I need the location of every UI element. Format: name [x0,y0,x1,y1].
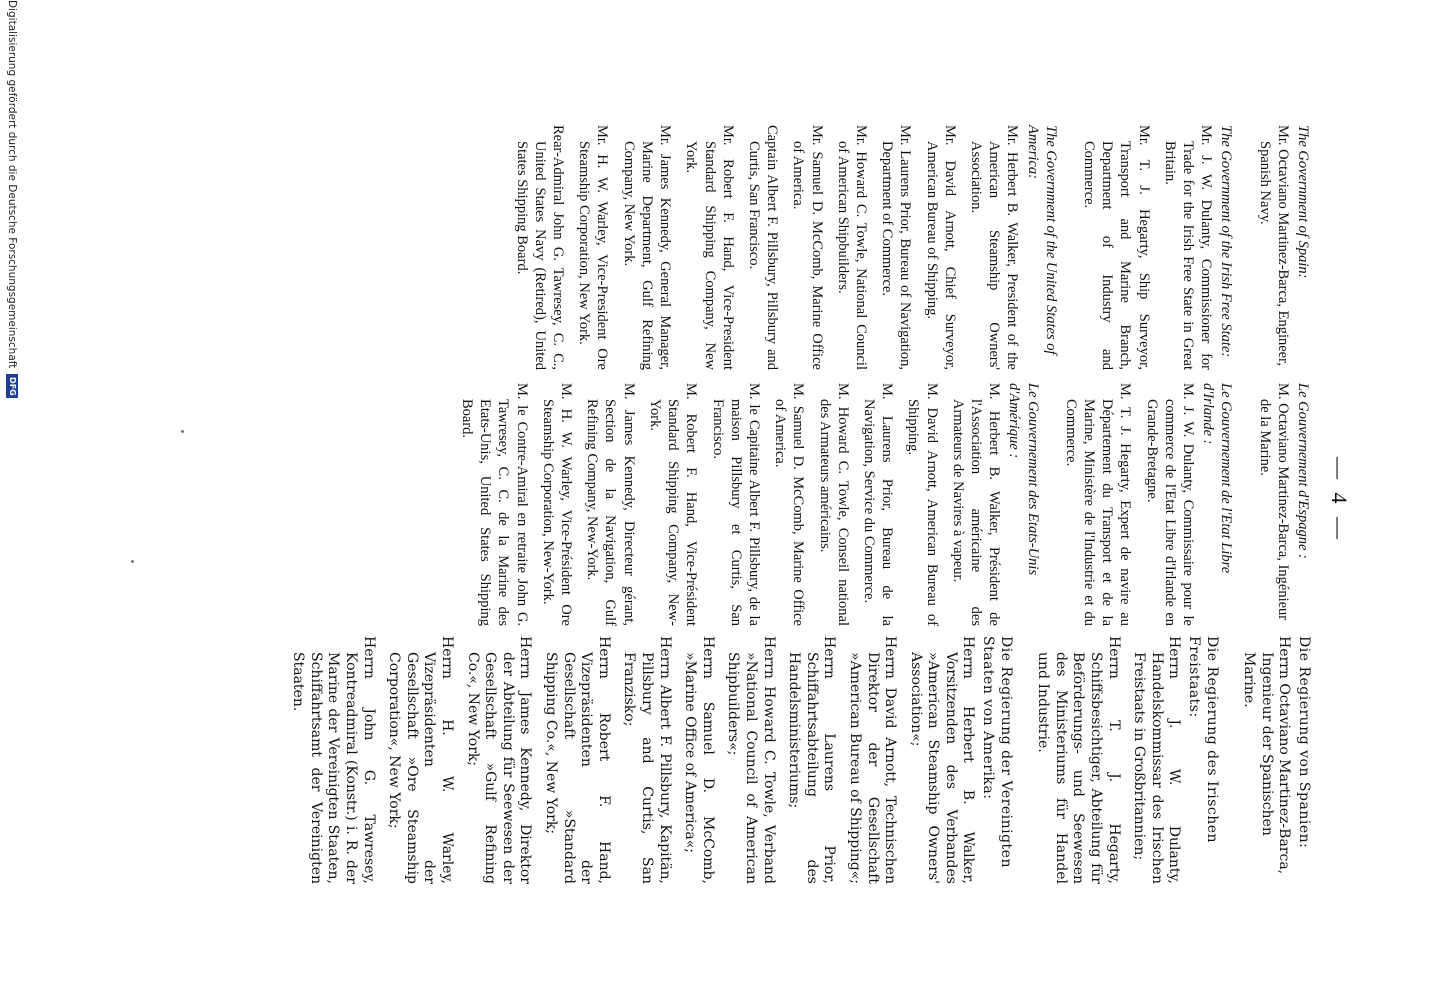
delegation-heading: Die Regierung von Spanien: [1296,636,1312,849]
delegation-group [1255,125,1312,370]
digitization-credit-text: Digitalisierung gefördert durch die Deutsche Forschungsgemeinschaft [6,0,18,369]
delegate-entry: M. H. W. Warley, Vice-Président Ore Steamship Corporation, New-York. [539,383,575,626]
delegate-entry: Herrn Octaviano Martinez-Barca, Ingenieur der Spanischen Marine. [1241,636,1293,875]
delegation-heading: Le Gouvernement de l'Etat Libre d'Irlande : [1200,383,1235,574]
delegate-entry: Mr. H. W. Warley, Vice-President Ore Steamship Corporation, New York. [576,125,611,370]
delegate-entry: Herrn T. J. Hegarty, Schiffsbesichtiger, Abteilung für Beförderungs- und Seewesen des Ministeriums für Handel und Industrie. [1035,636,1122,884]
delegate-entry: M. le Capitaine Albert F. Pillsbury, de la maison Pillsbury et Curtis, San Francisco. [709,383,762,626]
delegate-entry: M. Howard C. Towle, Conseil national des Armateurs américains. [816,383,851,626]
delegation-heading: Die Regierung der Vereinigten Staaten von Amerika: [980,636,1014,868]
delegation-group [458,383,1042,626]
delegate-entry: Mr. Octaviano Martinez-Barca, Engineer, Spanish Navy. [1256,125,1291,366]
delegate-entry: Mr. T. J. Hegarty, Ship Surveyor, Transport and Marine Branch, Department of Industry and Commerce. [1080,125,1152,370]
delegate-entry: Mr. J. W. Dulanty, Commissioner for Trade for the Irish Free State in Great Britain. [1161,125,1215,370]
delegation-group [512,125,1059,370]
delegation-heading: The Government of the United States of America: [1024,125,1059,355]
delegate-entry: Captain Albert F. Pillsbury, Pillsbury and Curtis, San Francisco. [745,125,781,370]
delegate-entry: Herrn David Arnott, Technischen Direktor der Gesellschaft »American Bureau of Shipping«; [846,636,899,884]
delegate-entry: Herrn Robert F. Hand, Vizepräsidenten der Gesellschaft »Standard Shipping Co.«, New York; [543,636,612,884]
delegate-entry: Herrn J. W. Dulanty, Handelskommissar des Irischen Freistaats in Großbritannien; [1131,636,1183,884]
delegate-entry: Herrn John G. Tawresey, Kontreadmiral (Konstr.) i. R. der Marine der Vereinigten Staaten, Schiffahrtsamt der Vereinigten Staaten. [290,636,377,884]
delegate-entry: Herrn Albert F. Pillsbury, Kapitän, Pillsbury and Curtis, San Franzisko; [621,636,673,884]
column-french [438,383,1312,626]
delegation-heading: The Government of Spain: [1295,125,1311,279]
delegation-group [1080,125,1236,370]
delegate-entry: M. Robert F. Hand, Vice-Président Standard Shipping Company, New-York. [646,383,700,626]
delegate-entry: Mr. Robert F. Hand, Vice-President Standard Shipping Company, New York. [683,125,736,370]
delegate-entry: M. Laurens Prior, Bureau de la Navigation, Service du Commerce. [860,383,896,626]
scan-dust-mark [131,560,134,563]
delegate-entry: M. James Kennedy, Directeur gérant, Section de la Navigation, Gulf Refining Company, New-York. [584,383,637,626]
column-english [492,125,1312,370]
delegate-entry: Herrn Howard C. Towle, Verband »National Council of American Shipbuilders«; [725,636,777,884]
delegation-heading: The Government of the Irish Free State: [1218,125,1235,358]
delegation-group [1034,636,1220,884]
scan-dust-mark [181,430,184,433]
delegate-entry: Mr. James Kennedy, General Manager, Marine Department, Gulf Refining Company, New York. [620,125,674,370]
delegate-entry: M. Herbert B. Walker, Président de l'Association américaine des Armateurs de Navires à vapeur. [949,383,1003,626]
delegate-entry: Mr. Samuel D. McComb, Marine Office of America. [790,125,825,370]
delegate-entry: Mr. Howard C. Towle, National Council of American Shipbuilders. [834,125,869,370]
delegation-heading: Die Regierung des Irischen Freistaats: [1186,636,1220,844]
delegate-entry: Herrn Herbert B. Walker, Vorsitzenden des Verbandes »American Steamship Owners' Association«; [907,636,977,884]
delegate-entry: M. Octaviano Martinez-Barca, Ingénieur de la Marine. [1256,383,1291,621]
delegate-entry: Herrn James Kennedy, Direktor der Abteilung für Seewesen der Gesellschaft »Gulf Refining Co.«, New York; [464,636,534,884]
delegate-entry: Herrn Laurens Prior, Schiffahrtsabteilung des Handelsministeriums; [786,636,838,884]
delegate-entry: Mr. Laurens Prior, Bureau of Navigation, Department of Commerce. [879,125,914,370]
page-number: — 4 — [1327,457,1352,543]
delegation-group [289,636,1014,884]
delegate-entry: Herrn Samuel D. McComb, »Marine Office of America«; [682,636,716,884]
delegate-entry: Herrn H. W. Warley, Vizepräsidenten der Gesellschaft »Ore Steamship Corporation«, New York; [386,636,456,884]
delegate-entry: M. David Arnott, American Bureau of Shipping. [905,383,940,626]
delegate-entry: Mr. Herbert B. Walker, President of the American Steamship Owners' Association. [967,125,1021,370]
digitization-credit [6,0,18,1000]
delegation-heading: Le Gouvernement d'Espagne : [1295,383,1311,559]
delegate-entry: Rear-Admiral John G. Tawresey, C. C., United States Navy (Retired), United States Shipping Board. [513,125,567,370]
delegation-group [1062,383,1236,626]
delegation-group [1240,636,1312,884]
delegate-entry: M. T. J. Hegarty, Expert de navire au Département du Transport et de la Marine, Ministère de l'Industrie et du Commerce. [1062,383,1134,626]
delegate-entry: Mr. David Arnott, Chief Surveyor, American Bureau of Shipping. [923,125,958,370]
column-german [269,636,1312,884]
dfg-logo-icon: DFG [6,374,18,398]
delegate-entry: M. Samuel D. McComb, Marine Office of America. [772,383,807,626]
delegate-entry: M. J. W. Dulanty, Commissaire pour le commerce de l'Etat Libre d'Irlande en Grande-Bretagne. [1143,383,1196,626]
delegate-entry: M. le Contre-Amiral en retraite John G. Tawresey, C. C. de la Marine des Etats-Unis, United States Shipping Board. [459,383,530,626]
delegation-group [1255,383,1312,626]
delegation-heading: Le Gouvernement des Etats-Unis d'Amérique : [1006,383,1041,576]
